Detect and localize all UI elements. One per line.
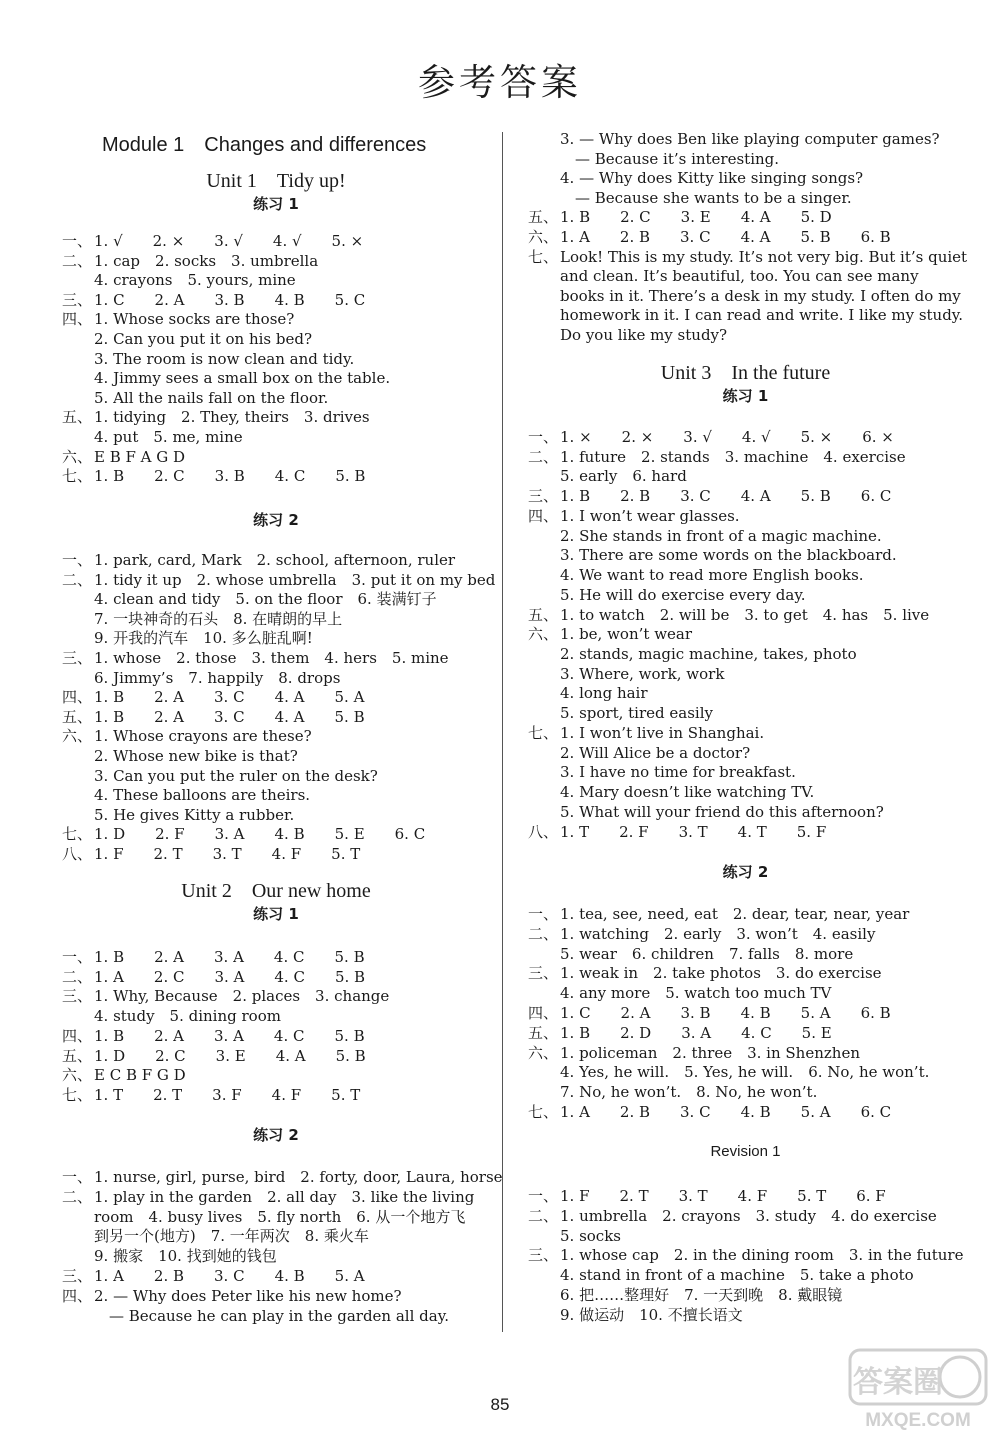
question-number: 一、 [62,551,93,569]
question-number: 三、 [62,290,93,309]
question-number: 一、 [62,1168,93,1186]
answer-text: 4. put 5. me, mine [94,428,243,446]
question-number: 一、 [62,948,93,966]
answer-text: 1. B 2. C 3. B 4. C 5. B [94,467,366,486]
answer-text: 1. I won’t live in Shanghai. [560,723,765,742]
answer-text: 2. She stands in front of a magic machine. [560,526,882,545]
question-number: 二、 [528,1206,559,1225]
answer-text: 4. any more 5. watch too much TV [560,984,832,1003]
question-number: 六、 [62,727,93,746]
watermark-logo-text: 答案圈 [853,1365,943,1400]
question-number: 三、 [62,1267,93,1285]
answer-text: 1. tidy it up 2. whose umbrella 3. put it on my bed [94,570,496,589]
answer-text: 5. He gives Kitty a rubber. [94,805,295,824]
answer-text: books in it. There’s a desk in my study. I often do my [560,286,961,305]
answer-text: 4. These balloons are theirs. [94,786,311,805]
question-number: 八、 [62,845,93,863]
answer-text: 1. B 2. C 3. E 4. A 5. D [560,208,832,227]
answer-text: — Because she wants to be a singer. [560,188,852,207]
u3-ex1-heading: 练习 1 [722,387,769,405]
answer-text: 1. B 2. A 3. C 4. A 5. A [94,688,365,707]
question-number: 七、 [62,825,93,844]
answer-text: 5. wear 6. children 7. falls 8. more [560,944,854,963]
answer-text: 1. weak in 2. take photos 3. do exercise [560,964,882,983]
page-number: 85 [490,1395,510,1414]
answer-text: 1. play in the garden 2. all day 3. like the living [94,1187,475,1206]
answer-text: 2. Whose new bike is that? [94,747,298,765]
question-number: 一、 [528,428,559,446]
answer-text: 1. T 2. T 3. F 4. F 5. T [94,1085,361,1104]
question-number: 四、 [62,1026,93,1045]
answer-text: 1. tidying 2. They, theirs 3. drives [94,408,370,427]
question-number: 四、 [62,688,93,707]
page-title: 参考答案 [418,61,582,104]
answer-text: 5. sport, tired easily [560,704,713,723]
question-number: 二、 [62,1187,93,1206]
question-number: 六、 [528,625,559,644]
answer-text: 4. Mary doesn’t like watching TV. [560,783,815,802]
answer-text: 9. 做运动 10. 不擅长语文 [560,1305,743,1324]
answer-text: 3. Where, work, work [560,664,725,683]
question-number: 八、 [528,822,559,841]
answer-text: E C B F G D [94,1066,186,1085]
question-number: 一、 [528,905,559,923]
question-number: 七、 [62,467,93,486]
answer-text: E B F A G D [94,447,186,466]
answer-text: 1. policeman 2. three 3. in Shenzhen [560,1043,860,1062]
unit3-heading: Unit 3 In the future [660,362,831,384]
answer-text: 3. — Why does Ben like playing computer games? [560,130,940,148]
question-number: 七、 [528,1103,559,1121]
answer-text: 1. whose cap 2. in the dining room 3. in the future [560,1246,964,1265]
answer-text: 1. park, card, Mark 2. school, afternoon, ruler [94,551,456,569]
answer-text: 1. future 2. stands 3. machine 4. exercise [560,447,906,466]
answer-text: 1. × 2. × 3. √ 4. √ 5. × 6. × [560,428,894,446]
question-number: 一、 [62,232,93,250]
answer-text: 1. watching 2. early 3. won’t 4. easily [560,924,876,943]
answer-text: 1. √ 2. × 3. √ 4. √ 5. × [94,232,364,250]
answer-text: 1. Whose socks are those? [94,310,295,329]
u2-ex2-heading: 练习 2 [253,1126,299,1144]
answer-text: — Because it’s interesting. [560,149,780,168]
answer-text: 2. — Why does Peter like his new home? [94,1286,402,1305]
answer-text: 1. Whose crayons are these? [94,727,312,746]
answer-text: 5. All the nails fall on the floor. [94,388,329,407]
unit1-heading: Unit 1 Tidy up! [206,170,346,192]
question-number: 四、 [528,506,559,525]
question-number: 五、 [62,1046,93,1065]
answer-text: 7. 一块神奇的石头 8. 在晴朗的早上 [94,609,343,628]
answer-text: 1. C 2. A 3. B 4. B 5. C [94,290,366,309]
answer-text: 1. B 2. B 3. C 4. A 5. B 6. C [560,487,892,506]
answer-text: 1. B 2. A 3. A 4. C 5. B [94,948,365,966]
answer-text: 4. clean and tidy 5. on the floor 6. 装满钉子 [94,590,437,609]
answer-text: 1. B 2. D 3. A 4. C 5. E [560,1023,832,1042]
answer-text: 1. Why, Because 2. places 3. change [94,987,390,1006]
question-number: 五、 [528,605,559,624]
question-number: 二、 [62,570,93,589]
question-number: 七、 [528,723,559,742]
answer-text: 1. to watch 2. will be 3. to get 4. has 5. live [560,605,930,624]
answer-text: 4. Yes, he will. 5. Yes, he will. 6. No, he won’t. [560,1063,930,1082]
answer-text: 2. Can you put it on his bed? [94,330,313,348]
question-number: 四、 [528,1004,559,1022]
answer-text: 5. early 6. hard [560,467,687,486]
u1-ex2-heading: 练习 2 [253,511,299,529]
question-number: 二、 [62,967,93,986]
answer-text: 7. No, he won’t. 8. No, he won’t. [560,1083,818,1102]
question-number: 四、 [62,1286,93,1305]
answer-text: 1. I won’t wear glasses. [560,506,740,525]
answer-text: 1. A 2. B 3. C 4. B 5. A [94,1267,365,1285]
answer-text: 4. long hair [560,684,648,703]
answer-text: 3. There are some words on the blackboard. [560,546,897,565]
answer-text: 5. socks [560,1226,621,1245]
question-number: 七、 [528,247,559,266]
answer-text: 5. He will do exercise every day. [560,585,806,604]
unit2-heading: Unit 2 Our new home [181,880,371,902]
answer-text: 1. F 2. T 3. T 4. F 5. T [94,845,361,863]
answer-text: 1. tea, see, need, eat 2. dear, tear, near, year [560,905,910,923]
question-number: 七、 [62,1085,93,1104]
answer-text: 1. A 2. B 3. C 4. A 5. B 6. B [560,228,891,246]
question-number: 三、 [62,987,93,1006]
answer-text: homework in it. I can read and write. I like my study. [560,306,964,325]
answer-text: 1. T 2. F 3. T 4. T 5. F [560,822,827,841]
module-heading: Module 1 Changes and differences [102,134,427,156]
answer-text: 1. whose 2. those 3. them 4. hers 5. mine [94,649,449,667]
question-number: 四、 [62,310,93,329]
question-number: 六、 [528,1043,559,1062]
answer-text: 1. F 2. T 3. T 4. F 5. T 6. F [560,1187,886,1205]
question-number: 五、 [62,707,93,726]
watermark-url: MXQE.COM [865,1410,971,1431]
u3-ex2-heading: 练习 2 [722,863,769,881]
answer-text: 1. D 2. F 3. A 4. B 5. E 6. C [94,825,426,844]
answer-text: room 4. busy lives 5. fly north 6. 从一个地方飞 [94,1207,466,1226]
answer-text: Do you like my study? [560,326,728,344]
answer-text: 4. stand in front of a machine 5. take a photo [560,1266,914,1285]
answer-text: 1. B 2. A 3. A 4. C 5. B [94,1026,365,1045]
u1-ex1-heading: 练习 1 [253,195,299,213]
question-number: 二、 [528,447,559,466]
answer-text: 3. I have no time for breakfast. [560,763,796,782]
answer-text: 5. What will your friend do this afternoon? [560,802,884,821]
answer-text: 4. crayons 5. yours, mine [94,271,296,290]
answer-text: 4. We want to read more English books. [560,566,864,585]
answer-text: Look! This is my study. It’s not very big. But it’s quiet [560,247,968,266]
revision1-heading: Revision 1 [710,1143,781,1160]
question-number: 一、 [528,1187,559,1205]
answer-text: 2. stands, magic machine, takes, photo [560,645,857,664]
answer-text: 4. study 5. dining room [94,1007,281,1026]
answer-text: 1. nurse, girl, purse, bird 2. forty, door, Laura, horse [94,1168,503,1186]
question-number: 六、 [528,228,559,246]
answer-text: 1. umbrella 2. crayons 3. study 4. do exercise [560,1206,937,1225]
u2-ex1-heading: 练习 1 [253,905,299,923]
answer-text: 4. Jimmy sees a small box on the table. [94,369,391,388]
answer-text: 1. A 2. C 3. A 4. C 5. B [94,967,366,986]
answer-text: 1. C 2. A 3. B 4. B 5. A 6. B [560,1004,891,1022]
column-divider [502,132,503,1332]
answer-text: 1. B 2. A 3. C 4. A 5. B [94,707,365,726]
answer-text: 3. Can you put the ruler on the desk? [94,766,378,785]
question-number: 三、 [528,1246,559,1265]
answer-text: 4. — Why does Kitty like singing songs? [560,169,864,188]
answer-text: 1. cap 2. socks 3. umbrella [94,251,319,270]
question-number: 二、 [528,924,559,943]
answer-text: 到另一个(地方) 7. 一年两次 8. 乘火车 [94,1227,369,1246]
answer-text: 1. be, won’t wear [560,625,693,644]
question-number: 六、 [62,447,93,466]
answer-text: 6. Jimmy’s 7. happily 8. drops [94,668,341,687]
question-number: 三、 [528,487,559,506]
question-number: 五、 [62,408,93,427]
answer-text: — Because he can play in the garden all day. [94,1306,449,1325]
answer-text: 2. Will Alice be a doctor? [560,743,751,762]
watermark-logo [848,1346,988,1432]
answer-text: and clean. It’s beautiful, too. You can see many [560,267,919,286]
question-number: 二、 [62,251,93,270]
answer-text: 3. The room is now clean and tidy. [94,349,355,368]
question-number: 三、 [62,649,93,667]
answer-text: 6. 把……整理好 7. 一天到晚 8. 戴眼镜 [560,1286,843,1304]
answer-text: 1. D 2. C 3. E 4. A 5. B [94,1046,366,1065]
question-number: 五、 [528,1023,559,1042]
question-number: 三、 [528,964,559,983]
answer-text: 9. 搬家 10. 找到她的钱包 [94,1247,277,1266]
answer-text: 1. A 2. B 3. C 4. B 5. A 6. C [560,1103,892,1121]
question-number: 六、 [62,1066,93,1085]
answer-text: 9. 开我的汽车 10. 多么脏乱啊! [94,629,313,648]
question-number: 五、 [528,208,559,227]
